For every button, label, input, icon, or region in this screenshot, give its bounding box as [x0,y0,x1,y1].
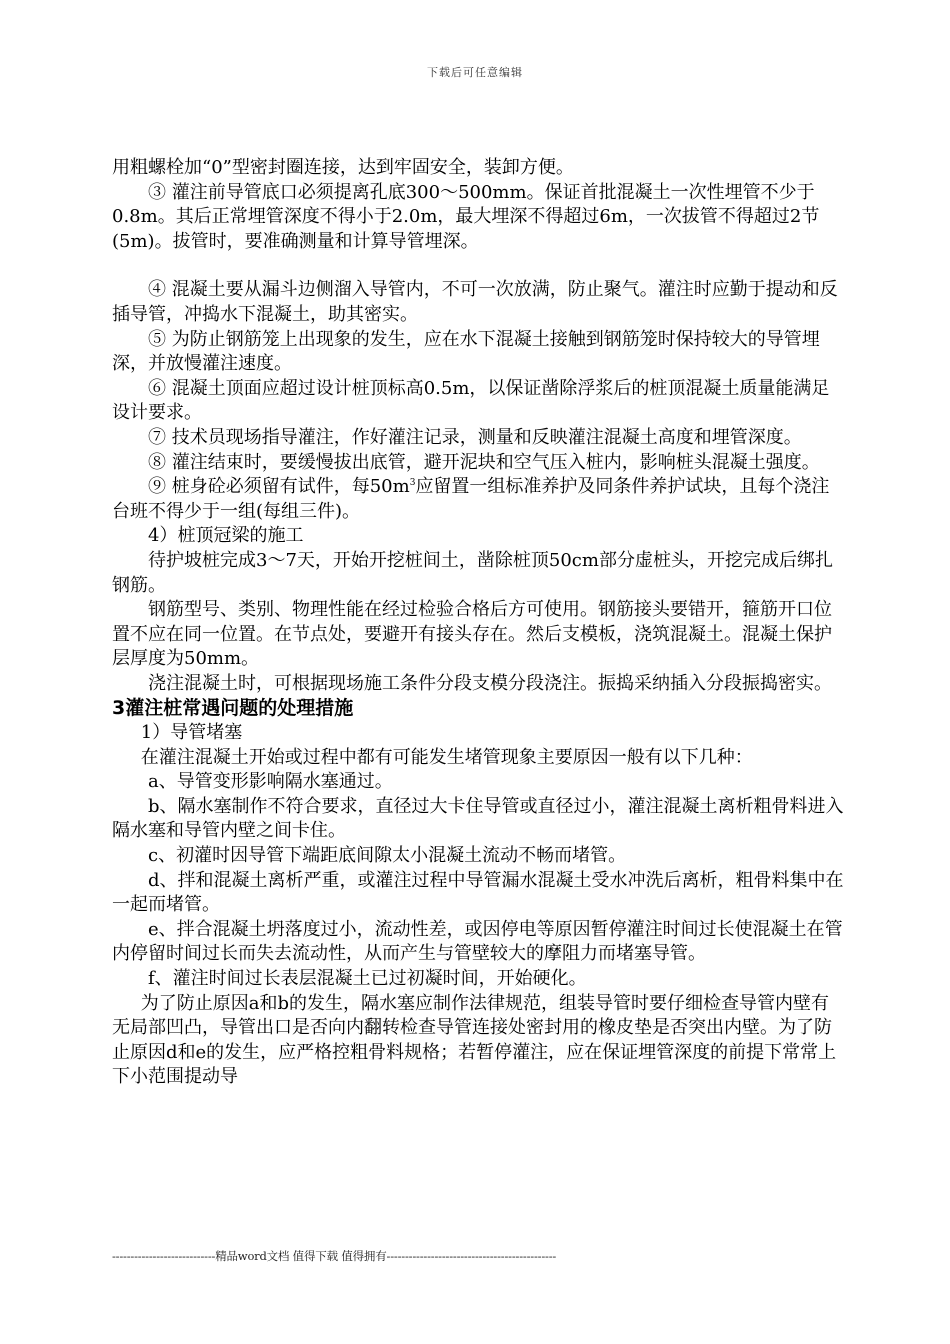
paragraph: 为了防止原因a和b的发生，隔水塞应制作法律规范，组装导管时要仔细检查导管内壁有无局部凹凸，导管出口是否向内翻转检查导管连接处密封用的橡皮垫是否突出内壁。为了防止原因d和e的发生，应严格控粗骨料规格；若暂停灌注，应在保证埋管深度的前提下常常上下小范围提动导 [112,992,837,1088]
paragraph: 用粗螺栓加“0”型密封圈连接，达到牢固安全，装卸方便。 [112,157,574,178]
paragraph: ③ 灌注前导管底口必须提离孔底300～500mm。保证首批混凝土一次性埋管不少于0.8m。其后正常埋管深度不得小于2.0m，最大埋深不得超过6m，一次拔管不得超过2节(5m)。拔管时，要准确测量和计算导管埋深。 [112,181,820,252]
text-run: 应留置一组标准养护及同条件养护试块，且每个浇注台班不得少于一组(每组三件)。 [112,476,830,522]
list-item: c、初灌时因导管下端距底间隙太小混凝土流动不畅而堵管。 [148,845,627,867]
subheading: 1）导管堵塞 [140,722,243,744]
page-footer: ----------------------------精品word文档 值得下载 值得拥有---------------------------------------------- [112,1249,557,1263]
paragraph: ⑧ 灌注结束时，要缓慢拔出底管，避开泥块和空气压入桩内，影响桩头混凝土强度。 [148,451,820,473]
subheading: 4）桩顶冠梁的施工 [148,525,304,547]
section-heading: 3灌注桩常遇问题的处理措施 [112,697,354,720]
list-item: d、拌和混凝土离析严重，或灌注过程中导管漏水混凝土受水冲洗后离析，粗骨料集中在一起而堵管。 [112,869,844,916]
page-header: 下载后可任意编辑 [427,66,523,79]
document-body [112,156,844,1090]
paragraph: ⑥ 混凝土顶面应超过设计桩顶标高0.5m，以保证凿除浮浆后的桩顶混凝土质量能满足设计要求。 [112,377,830,424]
list-item: f、灌注时间过长表层混凝土已过初凝时间，开始硬化。 [148,968,587,989]
paragraph: ⑦ 技术员现场指导灌注，作好灌注记录，测量和反映灌注混凝土高度和埋管深度。 [148,426,802,448]
paragraph: 待护坡桩完成3～7天，开始开挖桩间土，凿除桩顶50cm部分虚桩头，开挖完成后绑扎钢筋。 [112,549,833,596]
blank-line [112,254,844,278]
text-run: ⑨ 桩身砼必须留有试件，每50m [148,476,410,498]
paragraph: 浇注混凝土时，可根据现场施工条件分段支模分段浇注。振捣采纳插入分段振捣密实。 [148,672,832,694]
list-item: b、隔水塞制作不符合要求，直径过大卡住导管或直径过小，灌注混凝土离析粗骨料进入隔水塞和导管内壁之间卡住。 [112,795,844,842]
paragraph [112,475,844,524]
list-item: e、拌合混凝土坍落度过小，流动性差，或因停电等原因暂停灌注时间过长使混凝土在管内停留时间过长而失去流动性，从而产生与管壁较大的摩阻力而堵塞导管。 [112,918,843,965]
paragraph: ⑤ 为防止钢筋笼上出现象的发生，应在水下混凝土接触到钢筋笼时保持较大的导管埋深，并放慢灌注速度。 [112,328,820,375]
paragraph: 钢筋型号、类别、物理性能在经过检验合格后方可使用。钢筋接头要错开，箍筋开口位置不应在同一位置。在节点处，要避开有接头存在。然后支模板，浇筑混凝土。混凝土保护层厚度为50mm。 [112,599,832,670]
superscript: 3 [409,478,416,489]
list-item: a、导管变形影响隔水塞通过。 [148,771,393,793]
paragraph: ④ 混凝土要从漏斗边侧溜入导管内，不可一次放满，防止聚气。灌注时应勤于提动和反插导管，冲捣水下混凝土，助其密实。 [112,279,838,325]
paragraph: 在灌注混凝土开始或过程中都有可能发生堵管现象主要原因一般有以下几种： [140,746,753,768]
